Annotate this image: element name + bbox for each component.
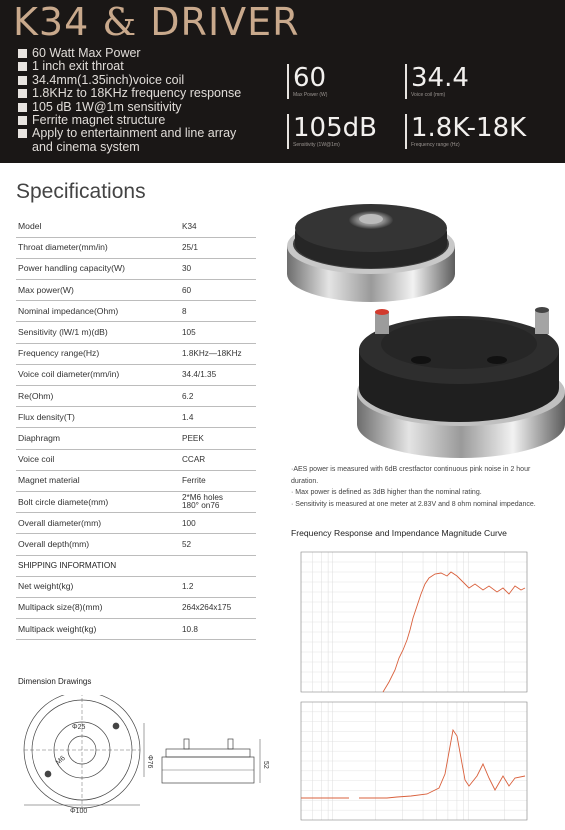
- stat-label: Sensitivity (1W@1m): [293, 142, 340, 148]
- table-row: [16, 449, 256, 470]
- spec-value: 60: [182, 280, 256, 301]
- table-row: [16, 534, 256, 555]
- feature-item: 105 dB 1W@1m sensitivity: [18, 101, 241, 114]
- bolt-label: M6: [54, 754, 67, 767]
- spec-label: Net weight(kg): [16, 576, 182, 597]
- spec-value: 8: [182, 301, 256, 322]
- feature-item: 60 Watt Max Power: [18, 47, 241, 60]
- table-row: [16, 280, 256, 301]
- spec-label: Multipack weight(kg): [16, 619, 182, 640]
- spec-label: Model: [16, 216, 182, 237]
- table-row: [16, 386, 256, 407]
- note-line: · Max power is defined as 3dB higher than the nominal rating.: [291, 489, 482, 496]
- table-row: [16, 258, 256, 279]
- spec-label: Magnet material: [16, 470, 182, 491]
- feature-item: 1 inch exit throat: [18, 60, 241, 73]
- table-row: [16, 237, 256, 258]
- title-ampersand: &: [102, 0, 138, 44]
- spec-value: 34.4/1.35: [182, 364, 256, 385]
- spec-value: 100: [182, 513, 256, 534]
- stat-value: 105dB: [293, 113, 377, 143]
- frequency-response-chart: [293, 546, 540, 826]
- stat-label: Max Power (W): [293, 92, 328, 98]
- spec-value: 1.4: [182, 407, 256, 428]
- impedance-plot-grid: [301, 702, 527, 820]
- dimension-drawings-title: Dimension Drawings: [18, 677, 92, 686]
- spec-value: CCAR: [182, 449, 256, 470]
- spec-value-line: 180° on76: [182, 501, 220, 511]
- stat-value: 60: [293, 63, 327, 93]
- spec-value: 25/1: [182, 237, 256, 258]
- note-line: duration.: [291, 477, 319, 485]
- note-line: ·AES power is measured with 6dB crestfactor continuous pink noise in 2 hour: [291, 466, 531, 473]
- terminal-red-icon: [375, 309, 389, 334]
- stat-frequency-range: [405, 114, 526, 149]
- driver-rear-view: [357, 307, 565, 458]
- stat-label: Voice coil (mm): [411, 92, 446, 98]
- measurement-notes: [291, 464, 565, 510]
- spec-label: Sensitivity (lW/1 m)(dB): [16, 322, 182, 343]
- spec-label: Flux density(T): [16, 407, 182, 428]
- stat-label: Frequency range (Hz): [411, 142, 460, 148]
- feature-item: and cinema system: [32, 139, 140, 154]
- spec-value: PEEK: [182, 428, 256, 449]
- stat-sensitivity: [287, 114, 377, 149]
- header-banner: [0, 0, 565, 163]
- stat-max-power: [287, 64, 327, 99]
- title-type: DRIVER: [150, 0, 300, 44]
- driver-front-view: [287, 204, 455, 302]
- spec-value: K34: [182, 216, 256, 237]
- table-row: [16, 407, 256, 428]
- table-row: [16, 216, 256, 237]
- shipping-heading: SHIPPING INFORMATION: [16, 555, 256, 576]
- stat-voice-coil: [405, 64, 469, 99]
- feature-item: 34.4mm(1.35inch)voice coil: [18, 74, 241, 87]
- table-row: [16, 364, 256, 385]
- table-row: [16, 597, 256, 618]
- table-row: [16, 470, 256, 491]
- spec-label: Bolt circle diamete(mm): [16, 491, 182, 512]
- feature-item: 1.8KHz to 18KHz frequency response: [18, 87, 241, 100]
- spec-value: Ferrite: [182, 470, 256, 491]
- spec-label: Max power(W): [16, 280, 182, 301]
- spec-label: Throat diameter(mm/in): [16, 237, 182, 258]
- spec-value: 6.2: [182, 386, 256, 407]
- spec-label: Power handling capacity(W): [16, 258, 182, 279]
- depth-label: 52: [262, 761, 269, 769]
- dimension-drawing: [12, 695, 282, 815]
- spec-label: Diaphragm: [16, 428, 182, 449]
- spec-value: 30: [182, 258, 256, 279]
- stat-value: 1.8K-18K: [411, 113, 527, 143]
- feature-item: Apply to entertainment and line array: [18, 127, 241, 140]
- frequency-chart-title: Frequency Response and Impendance Magnitude Curve: [291, 528, 507, 538]
- title-model: K34: [13, 0, 90, 44]
- spec-label: Frequency range(Hz): [16, 343, 182, 364]
- spec-value: 1.2: [182, 576, 256, 597]
- terminal-black-icon: [535, 307, 549, 334]
- impedance-curve: [301, 730, 525, 798]
- spec-value: [182, 491, 256, 512]
- specifications-heading: Specifications: [16, 180, 146, 203]
- throat-diameter-label: Φ25: [72, 724, 86, 731]
- top-view-drawing: [24, 695, 144, 808]
- spec-label: Multipack size(8)(mm): [16, 597, 182, 618]
- spec-value: 105: [182, 322, 256, 343]
- table-row: [16, 513, 256, 534]
- feature-item: Ferrite magnet structure: [18, 114, 241, 127]
- spec-label: Nominal impedance(Ohm): [16, 301, 182, 322]
- spec-label: Voice coil: [16, 449, 182, 470]
- outer-diameter-label: Φ100: [70, 808, 88, 815]
- feature-list: [18, 47, 241, 154]
- spec-table: [16, 216, 256, 640]
- side-view-drawing: [162, 739, 260, 783]
- table-row: [16, 491, 256, 512]
- bolt-circle-label: Φ76: [146, 755, 153, 769]
- spec-label: Overall diameter(mm): [16, 513, 182, 534]
- product-photo: [283, 192, 565, 460]
- table-row: [16, 576, 256, 597]
- spec-label: Voice coil diameter(mm/in): [16, 364, 182, 385]
- spec-value: 1.8KHz—18KHz: [182, 343, 256, 364]
- frequency-plot-grid: [301, 552, 527, 692]
- table-row: [16, 301, 256, 322]
- table-row: [16, 619, 256, 640]
- table-row: [16, 428, 256, 449]
- spec-label: Overall depth(mm): [16, 534, 182, 555]
- table-section-header: [16, 555, 256, 576]
- product-title: [13, 0, 300, 44]
- spec-label: Re(Ohm): [16, 386, 182, 407]
- table-row: [16, 322, 256, 343]
- spec-value-line: 2*M6 holes: [182, 492, 223, 502]
- table-row: [16, 343, 256, 364]
- spec-value: 52: [182, 534, 256, 555]
- spec-value: 10.8: [182, 619, 256, 640]
- spec-value: 264x264x175: [182, 597, 256, 618]
- note-line: · Sensitivity is measured at one meter at 2.83V and 8 ohm nominal impedance.: [291, 500, 536, 508]
- stat-value: 34.4: [411, 63, 469, 93]
